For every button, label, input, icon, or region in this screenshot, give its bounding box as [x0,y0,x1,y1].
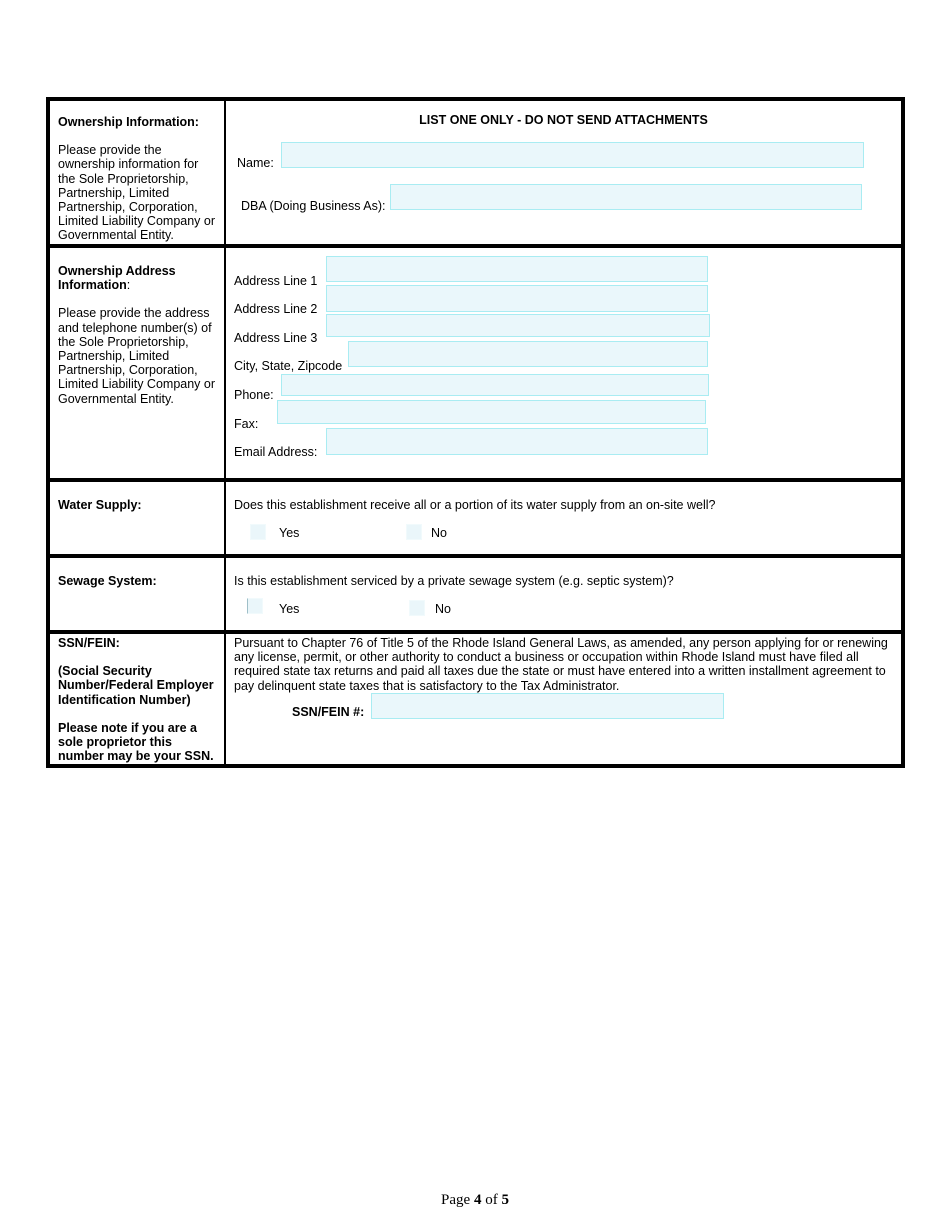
address-heading: Ownership Address Information: [58,264,176,293]
name-label: Name: [237,156,274,170]
phone-label: Phone: [234,388,274,402]
page-footer [0,1192,950,1209]
address-left-cell [58,264,218,406]
fax-label: Fax: [234,417,259,431]
address-line2-input[interactable] [326,285,708,312]
ssn-left-cell [58,636,218,763]
sewage-no-label: No [435,602,451,616]
address-line3-input[interactable] [326,314,710,337]
ownership-description: Please provide the ownership information for the Sole Proprietorship, Partnership, Limited Partnership, Corporation, Limited Liability Company or Governmental Entity. [58,143,216,243]
ownership-left-cell [58,115,218,243]
of-word: of [485,1192,498,1208]
address-description: Please provide the address and telephone number(s) of the Sole Proprietorship, Partnership, Limited Partnership, Corporation, Limited Liability Company or Governmental Entity. [58,306,216,406]
name-input[interactable] [281,142,864,168]
city-state-zip-label: City, State, Zipcode [234,359,343,373]
water-question: Does this establishment receive all or a portion of its water supply from an on-site well? [234,498,716,512]
fax-input[interactable] [277,400,706,424]
sewage-heading: Sewage System: [58,574,157,588]
address-line1-input[interactable] [326,256,708,282]
ownership-heading: Ownership Information: [58,115,199,129]
sewage-yes-label: Yes [279,602,300,616]
email-input[interactable] [326,428,708,455]
phone-input[interactable] [281,374,709,396]
dba-input[interactable] [390,184,862,210]
divider [50,478,901,482]
water-yes-label: Yes [279,526,300,540]
city-state-zip-input[interactable] [348,341,708,367]
address-line1-label: Address Line 1 [234,274,318,288]
attachments-banner: LIST ONE ONLY - DO NOT SEND ATTACHMENTS [419,113,708,127]
divider [50,630,901,634]
tax-compliance-statement: Pursuant to Chapter 76 of Title 5 of the Rhode Island General Laws, as amended, any person applying for or renewing any license, permit, or other authority to conduct a business or occupation within Rhode Island must have filed all required state tax returns and paid all taxes due the state or must have entered into a written installment agreement to pay delinquent state taxes that is satisfactory to the Tax Administrator. [234,636,888,693]
water-heading: Water Supply: [58,498,142,512]
total-pages-number: 5 [501,1192,509,1208]
page-word: Page [441,1192,471,1208]
sewage-left-cell [58,574,218,588]
water-no-checkbox[interactable] [406,524,422,540]
current-page-number: 4 [473,1192,482,1208]
email-label: Email Address: [234,445,318,459]
sewage-yes-checkbox[interactable] [247,598,263,614]
water-yes-checkbox[interactable] [250,524,266,540]
column-divider [224,101,226,764]
sewage-no-checkbox[interactable] [409,600,425,616]
ssn-fein-input[interactable] [371,693,724,719]
divider [50,244,901,248]
water-left-cell [58,498,218,512]
license-application-form [46,97,905,768]
address-line2-label: Address Line 2 [234,302,318,316]
address-line3-label: Address Line 3 [234,331,318,345]
ssn-heading: SSN/FEIN: [58,636,120,650]
divider [50,554,901,558]
sewage-question: Is this establishment serviced by a private sewage system (e.g. septic system)? [234,574,674,588]
dba-label: DBA (Doing Business As): [241,199,386,213]
ssn-subheading: (Social Security Number/Federal Employer Identification Number) [58,664,214,707]
water-no-label: No [431,526,447,540]
ssn-note: Please note if you are a sole proprietor this number may be your SSN. [58,720,214,764]
ssn-fein-label: SSN/FEIN #: [292,705,365,719]
